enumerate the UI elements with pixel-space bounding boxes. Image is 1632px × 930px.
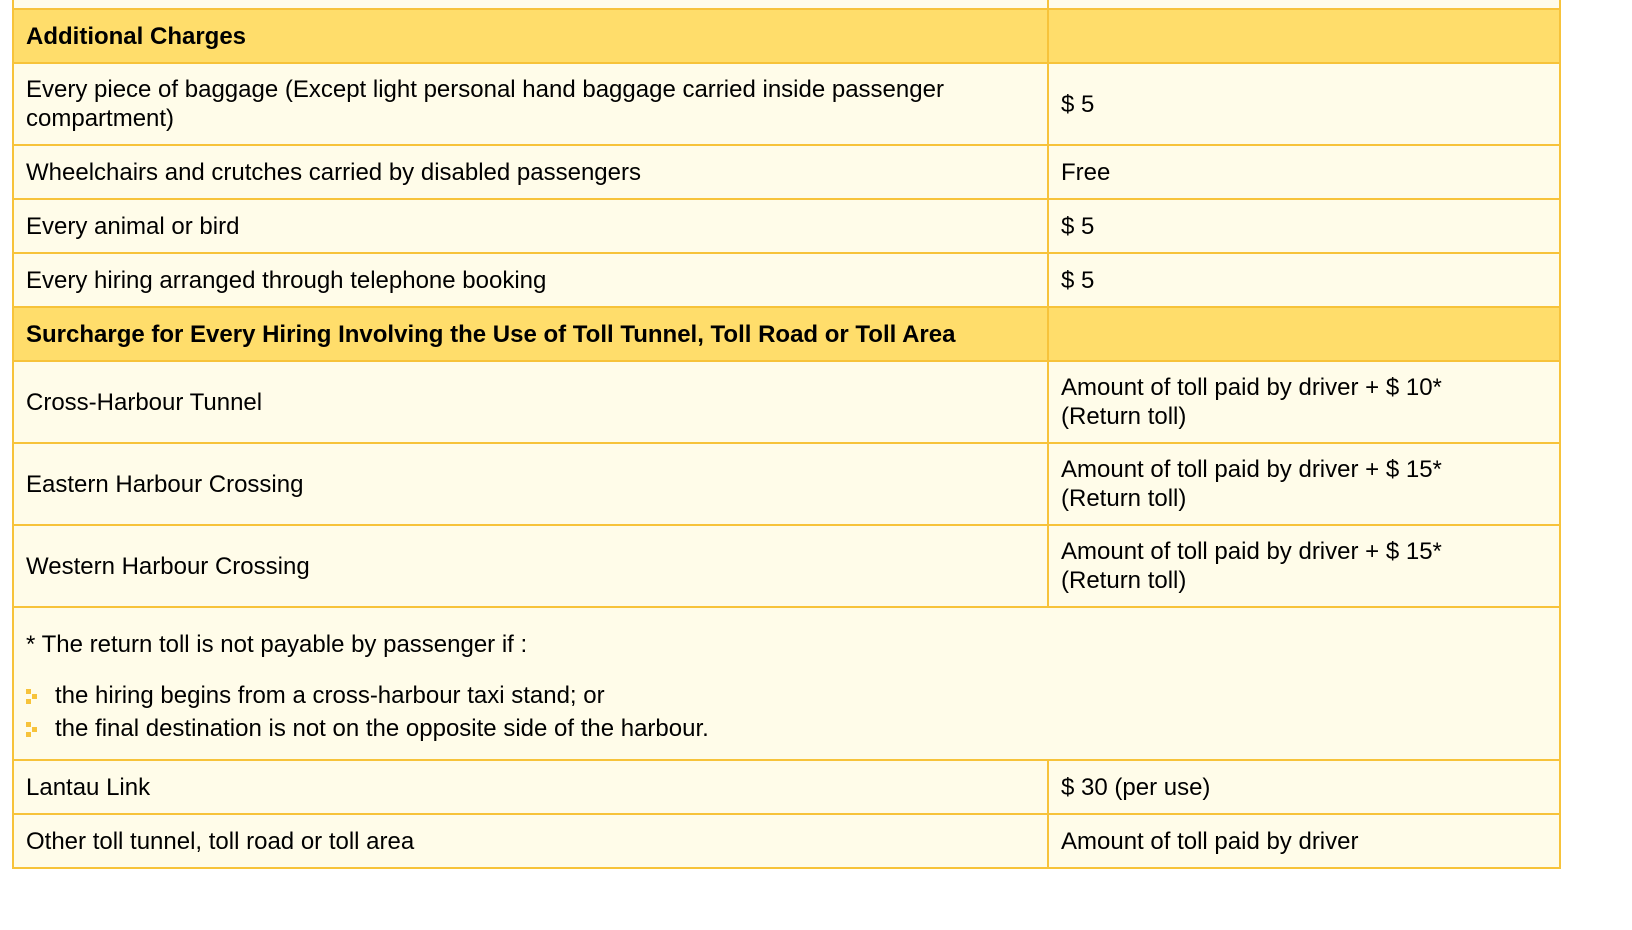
section-header-empty-cell bbox=[1048, 307, 1560, 361]
section-title: Additional Charges bbox=[13, 9, 1048, 63]
table-row bbox=[13, 814, 1560, 868]
section-title: Surcharge for Every Hiring Involving the Use of Toll Tunnel, Toll Road or Toll Area bbox=[13, 307, 1048, 361]
return-toll-note-row bbox=[13, 607, 1560, 760]
item-cell: Western Harbour Crossing bbox=[13, 525, 1048, 607]
table-row bbox=[13, 253, 1560, 307]
bullet-icon bbox=[26, 689, 40, 705]
table-row bbox=[13, 760, 1560, 814]
item-cell: Every hiring arranged through telephone booking bbox=[13, 253, 1048, 307]
charge-line: Amount of toll paid by driver + $ 15* bbox=[1061, 456, 1442, 483]
item-cell: Every piece of baggage (Except light personal hand baggage carried inside passenger compartment) bbox=[13, 63, 1048, 145]
table-top-edge-row bbox=[13, 0, 1560, 9]
table-row bbox=[13, 361, 1560, 443]
table-cell bbox=[1048, 0, 1560, 9]
list-item-text: the final destination is not on the opposite side of the harbour. bbox=[55, 715, 709, 742]
charge-cell bbox=[1048, 361, 1560, 443]
table-row bbox=[13, 443, 1560, 525]
list-item bbox=[26, 679, 1547, 712]
bullet-icon bbox=[26, 722, 40, 738]
charge-line: Amount of toll paid by driver + $ 10* bbox=[1061, 374, 1442, 401]
item-cell: Eastern Harbour Crossing bbox=[13, 443, 1048, 525]
list-item-text: the hiring begins from a cross-harbour taxi stand; or bbox=[55, 682, 605, 709]
note-text: * The return toll is not payable by passenger if : bbox=[26, 631, 528, 658]
charge-cell: Free bbox=[1048, 145, 1560, 199]
charge-note-line: (Return toll) bbox=[1061, 567, 1187, 594]
table-cell bbox=[13, 0, 1048, 9]
charge-cell: $ 5 bbox=[1048, 253, 1560, 307]
item-cell: Other toll tunnel, toll road or toll area bbox=[13, 814, 1048, 868]
section-header-toll-surcharge bbox=[13, 307, 1560, 361]
item-cell: Lantau Link bbox=[13, 760, 1048, 814]
note-bullet-list bbox=[26, 679, 1547, 745]
charge-note-line: (Return toll) bbox=[1061, 403, 1187, 430]
charge-cell bbox=[1048, 443, 1560, 525]
table-row bbox=[13, 199, 1560, 253]
charge-cell: Amount of toll paid by driver bbox=[1048, 814, 1560, 868]
return-toll-note bbox=[13, 607, 1560, 760]
fare-charges-table bbox=[12, 0, 1561, 869]
charge-cell bbox=[1048, 525, 1560, 607]
table-row bbox=[13, 63, 1560, 145]
charge-cell: $ 5 bbox=[1048, 63, 1560, 145]
item-cell: Wheelchairs and crutches carried by disabled passengers bbox=[13, 145, 1048, 199]
charge-line: Amount of toll paid by driver + $ 15* bbox=[1061, 538, 1442, 565]
charge-note-line: (Return toll) bbox=[1061, 485, 1187, 512]
charge-cell: $ 5 bbox=[1048, 199, 1560, 253]
charge-cell: $ 30 (per use) bbox=[1048, 760, 1560, 814]
section-header-empty-cell bbox=[1048, 9, 1560, 63]
list-item bbox=[26, 712, 1547, 745]
item-cell: Every animal or bird bbox=[13, 199, 1048, 253]
table-row bbox=[13, 525, 1560, 607]
item-cell: Cross-Harbour Tunnel bbox=[13, 361, 1048, 443]
table-row bbox=[13, 145, 1560, 199]
section-header-additional-charges bbox=[13, 9, 1560, 63]
